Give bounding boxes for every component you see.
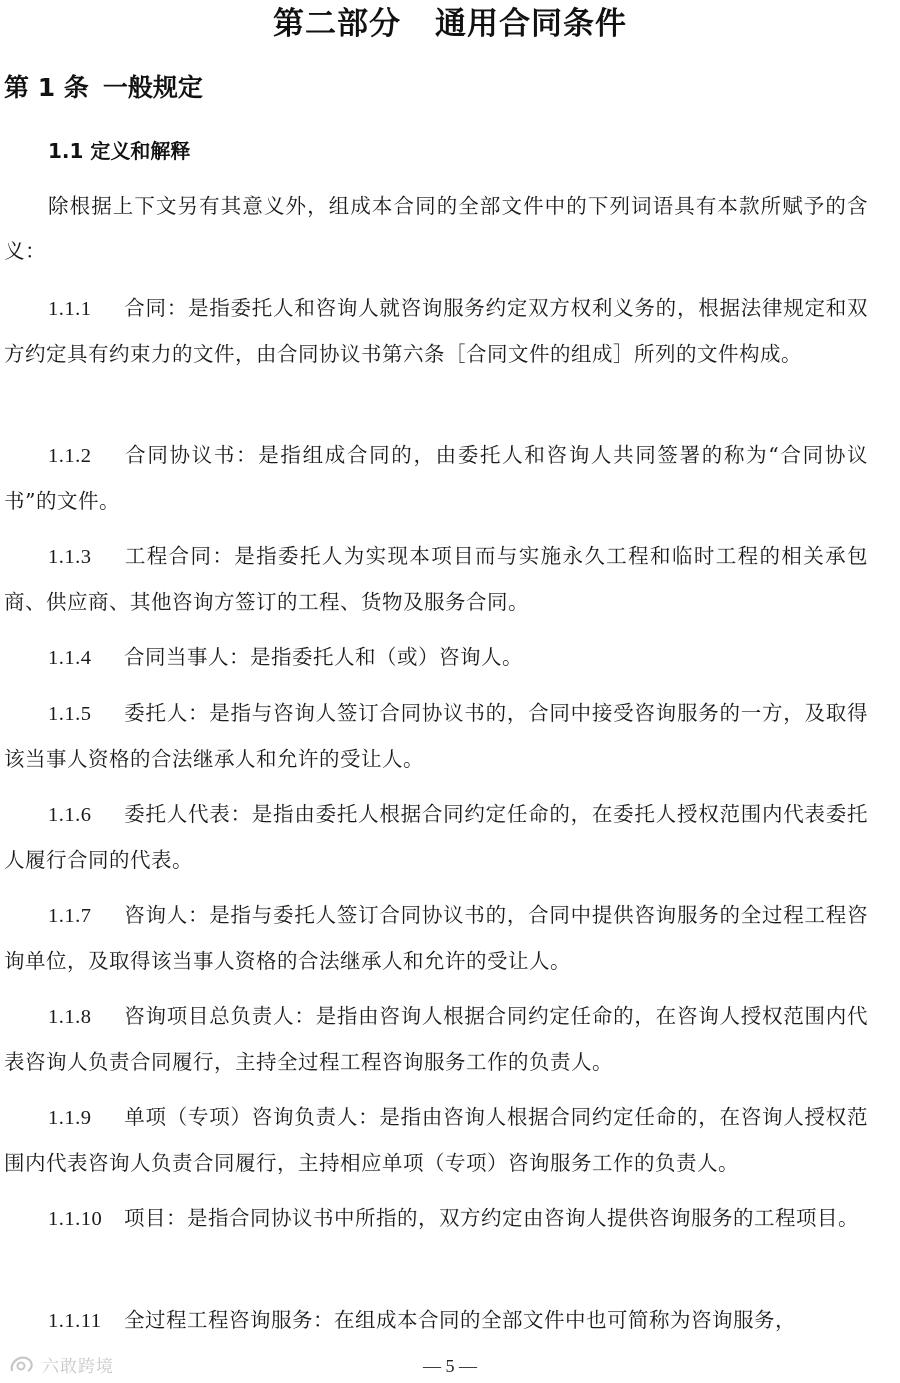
clause-1-1-7 [4, 893, 868, 984]
section-title: 1.1 定义和解释 [48, 139, 191, 163]
clause-text: 合同当事人：是指委托人和（或）咨询人。 [124, 645, 523, 669]
intro-paragraph: 除根据上下文另有其意义外，组成本合同的全部文件中的下列词语具有本款所赋予的含义： [4, 194, 868, 263]
clause-text: 合同：是指委托人和咨询人就咨询服务约定双方权利义务的，根据法律规定和双方约定具有约束力的文件，由合同协议书第六条［合同文件的组成］所列的文件构成。 [4, 296, 868, 366]
clause-number: 1.1.8 [48, 1006, 92, 1028]
clause-text: 项目：是指合同协议书中所指的，双方约定由咨询人提供咨询服务的工程项目。 [124, 1206, 859, 1230]
clause-text: 委托人：是指与咨询人签订合同协议书的，合同中接受咨询服务的一方，及取得该当事人资格的合法继承人和允许的受让人。 [4, 701, 868, 771]
clause-1-1-9 [4, 1095, 868, 1186]
watermark-text: 六敢跨境 [42, 1357, 114, 1377]
clause-number: 1.1.1 [48, 298, 92, 320]
clause-number: 1.1.11 [48, 1310, 102, 1332]
part-title [0, 6, 900, 42]
clause-text: 委托人代表：是指由委托人根据合同约定任命的，在委托人授权范围内代表委托人履行合同的代表。 [4, 802, 868, 872]
clause-number: 1.1.9 [48, 1107, 92, 1129]
clause-number: 1.1.6 [48, 804, 92, 826]
clause-number: 1.1.3 [48, 546, 92, 568]
part-name: 通用合同条件 [435, 6, 627, 42]
watermark-logo-icon [8, 1353, 36, 1377]
clause-number: 1.1.5 [48, 703, 92, 725]
page-number: — 5 — [423, 1356, 477, 1376]
clause-text: 合同协议书：是指组成合同的，由委托人和咨询人共同签署的称为“合同协议书”的文件。 [4, 443, 868, 513]
clause-text: 全过程工程咨询服务：在组成本合同的全部文件中也可简称为咨询服务， [124, 1308, 796, 1332]
clause-1-1-10 [4, 1196, 868, 1242]
watermark [8, 1352, 114, 1377]
clause-number: 1.1.2 [48, 445, 92, 467]
clause-1-1-2 [4, 433, 868, 524]
part-label: 第二部分 [273, 6, 401, 42]
clause-1-1-11 [4, 1298, 868, 1344]
clause-number: 1.1.10 [48, 1208, 103, 1230]
clause-1-1-5 [4, 691, 868, 782]
article-title [4, 72, 203, 104]
clause-1-1-4 [4, 635, 868, 681]
clause-text: 单项（专项）咨询负责人：是指由咨询人根据合同约定任命的，在咨询人授权范围内代表咨询人负责合同履行，主持相应单项（专项）咨询服务工作的负责人。 [4, 1105, 868, 1175]
clause-text: 咨询人：是指与委托人签订合同协议书的，合同中提供咨询服务的全过程工程咨询单位，及取得该当事人资格的合法继承人和允许的受让人。 [4, 903, 868, 973]
clause-1-1-8 [4, 994, 868, 1085]
clause-1-1-3 [4, 534, 868, 625]
clause-1-1-6 [4, 792, 868, 883]
article-name: 一般规定 [102, 73, 203, 102]
clause-number: 1.1.4 [48, 647, 92, 669]
clause-text: 咨询项目总负责人：是指由咨询人根据合同约定任命的，在咨询人授权范围内代表咨询人负责合同履行，主持全过程工程咨询服务工作的负责人。 [4, 1004, 868, 1074]
article-number: 第 1 条 [4, 73, 89, 102]
clause-1-1-1 [4, 286, 868, 377]
clause-number: 1.1.7 [48, 905, 92, 927]
clause-text: 工程合同：是指委托人为实现本项目而与实施永久工程和临时工程的相关承包商、供应商、其他咨询方签订的工程、货物及服务合同。 [4, 544, 868, 614]
